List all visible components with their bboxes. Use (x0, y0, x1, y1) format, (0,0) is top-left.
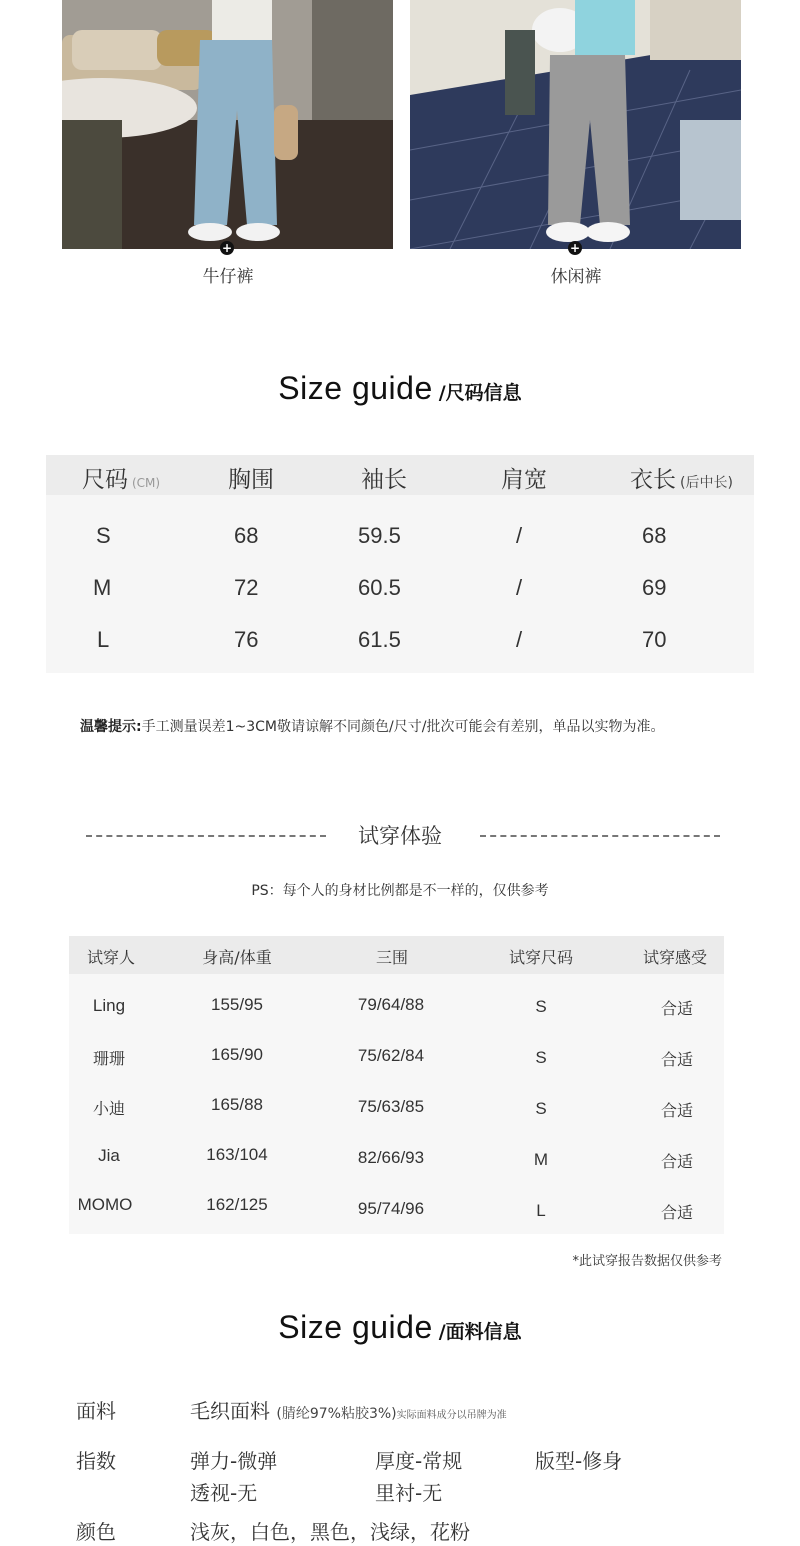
chest-value: 68 (234, 523, 259, 548)
tryon-footnote: *此试穿报告数据仅供参考 (572, 1254, 722, 1269)
divider-right (480, 835, 720, 837)
fabric-guide-heading (0, 1309, 800, 1346)
tried-size: M (533, 1150, 549, 1169)
size-guide-heading (0, 370, 800, 407)
feeling: 合适 (660, 1101, 693, 1120)
plus-icon[interactable]: + (221, 241, 233, 255)
index-fit: 版型-修身 (535, 1449, 623, 1473)
measurements: 75/63/85 (357, 1097, 425, 1116)
header-chest: 胸围 (228, 467, 274, 493)
size-label: M (93, 575, 112, 600)
tip-label: 温馨提示: (80, 719, 142, 735)
fabric-guide-subtitle: /面料信息 (438, 1321, 522, 1343)
feeling: 合适 (660, 999, 693, 1018)
header-sleeve: 袖长 (361, 467, 407, 493)
height-weight: 165/88 (211, 1095, 263, 1114)
sleeve-value: 59.5 (358, 523, 401, 548)
product-photo-jeans (62, 0, 393, 249)
tester-name: Ling (92, 996, 126, 1015)
tester-name: 珊珊 (92, 1049, 125, 1068)
tester-name: 小迪 (92, 1099, 125, 1118)
sleeve-value: 60.5 (358, 575, 401, 600)
index-lining: 里衬-无 (375, 1481, 443, 1505)
height-weight: 162/125 (206, 1195, 268, 1214)
tried-size: S (535, 1048, 547, 1067)
height-weight: 163/104 (206, 1145, 268, 1164)
measurement-tip (80, 716, 664, 736)
measurements: 79/64/88 (357, 995, 425, 1014)
header-feeling: 试穿感受 (642, 948, 707, 967)
header-length: 衣长 (后中长) (630, 467, 733, 493)
length-value: 68 (642, 523, 667, 548)
length-value: 69 (642, 575, 667, 600)
tester-name: Jia (98, 1146, 120, 1165)
tryon-title: 试穿体验 (358, 824, 442, 848)
product-caption-casual-pants: 休闲裤 (550, 267, 602, 287)
size-table (46, 455, 754, 673)
measurements: 82/66/93 (357, 1148, 425, 1167)
fabric-label: 面料 (76, 1399, 116, 1423)
color-options: 浅灰，白色，黑色，浅绿，花粉 (190, 1520, 470, 1544)
tried-size: S (535, 1099, 547, 1118)
shoulder-value: / (516, 523, 523, 548)
chest-value: 72 (234, 575, 259, 600)
divider-left (86, 835, 326, 837)
size-guide-subtitle: /尺码信息 (438, 382, 522, 404)
size-guide-title: Size guide (278, 370, 433, 406)
feeling: 合适 (660, 1152, 693, 1171)
color-label: 颜色 (76, 1520, 116, 1544)
header-tried-size: 试穿尺码 (508, 948, 573, 967)
tip-text: 手工测量误差1~3CM敬请谅解不同颜色/尺寸/批次可能会有差别，单品以实物为准。 (141, 719, 665, 735)
header-height-weight: 身高/体重 (202, 948, 272, 967)
shoulder-value: / (516, 575, 523, 600)
chest-value: 76 (234, 627, 259, 652)
plus-icon[interactable]: + (569, 241, 581, 255)
header-shoulder: 肩宽 (501, 467, 547, 493)
tryon-table (69, 936, 724, 1234)
tried-size: L (536, 1201, 546, 1220)
header-tester: 试穿人 (86, 948, 135, 967)
product-photo-casual-pants (410, 0, 741, 249)
header-measurements: 三围 (375, 948, 408, 967)
header-size: 尺码 (CM) (82, 467, 161, 493)
sleeve-value: 61.5 (358, 627, 401, 652)
index-transparency: 透视-无 (190, 1481, 258, 1505)
tester-name: MOMO (77, 1195, 133, 1214)
feeling: 合适 (660, 1203, 693, 1222)
feeling: 合适 (660, 1050, 693, 1069)
shoulder-value: / (516, 627, 523, 652)
product-caption-jeans: 牛仔裤 (202, 267, 254, 287)
measurements: 95/74/96 (357, 1199, 425, 1218)
tried-size: S (535, 997, 547, 1016)
size-label: L (97, 627, 110, 652)
index-thickness: 厚度-常规 (375, 1449, 463, 1473)
fabric-guide-title: Size guide (278, 1309, 433, 1345)
fabric-value: 毛织面料 (腈纶97%粘胶3%)实际面料成分以吊牌为准 (190, 1399, 507, 1423)
height-weight: 165/90 (211, 1045, 263, 1064)
index-elasticity: 弹力-微弹 (190, 1449, 278, 1473)
length-value: 70 (642, 627, 667, 652)
measurements: 75/62/84 (357, 1046, 425, 1065)
index-label: 指数 (76, 1449, 116, 1473)
tryon-ps-note: PS：每个人的身材比例都是不一样的，仅供参考 (251, 883, 549, 899)
height-weight: 155/95 (211, 995, 263, 1014)
size-label: S (96, 523, 111, 548)
